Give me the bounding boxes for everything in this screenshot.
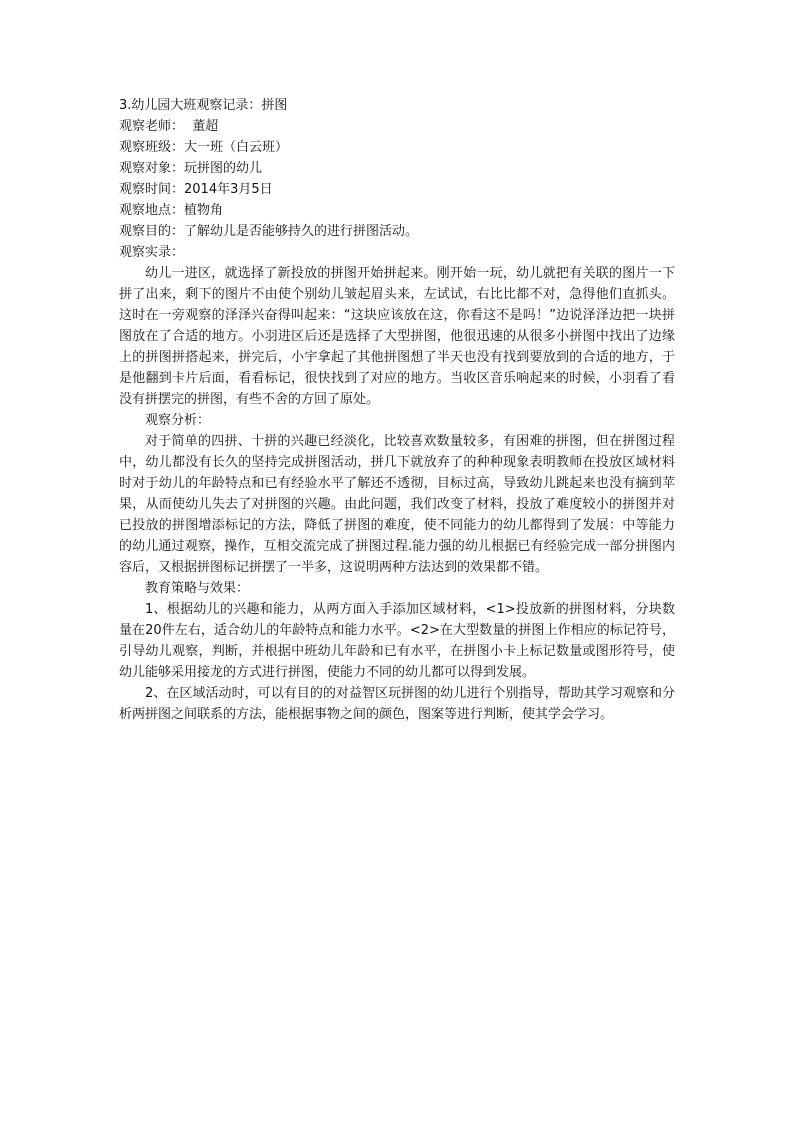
field-label: 观察班级：	[119, 140, 185, 155]
document-title: 3.幼儿园大班观察记录：拼图	[119, 98, 288, 113]
strategy-heading: 教育策略与效果：	[145, 581, 250, 596]
field-location	[119, 200, 675, 221]
analysis-paragraph: 对于简单的四拼、十拼的兴趣已经淡化，比较喜欢数量较多，有困难的拼图，但在拼图过程中，幼儿都没有长久的坚持完成拼图活动，拼几下就放弃了的种种现象表明教师在投放区域材料时对于幼儿的年龄特点和已有经验水平了解还不透彻，目标过高，导致幼儿跳起来也没有摘到苹果，从而使幼儿失去了对拼图的兴趣。由此问题，我们改变了材料，投放了难度较小的拼图并对已投放的拼图增添标记的方法，降低了拼图的难度，使不同能力的幼儿都得到了发展：中等能力的幼儿通过观察，操作，互相交流完成了拼图过程.能力强的幼儿根据已有经验完成一部分拼图内容后，又根据拼图标记拼摆了一半多，这说明两种方法达到的效果都不错。	[119, 434, 675, 575]
field-value: 植物角	[184, 203, 224, 218]
field-class	[119, 137, 675, 158]
field-value: 大一班（白云班）	[184, 140, 289, 155]
field-label: 观察时间：	[119, 182, 185, 197]
strategy-item-2: 2、在区域活动时，可以有目的的对益智区玩拼图的幼儿进行个别指导，帮助其学习观察和分析两拼图之间联系的方法，能根据事物之间的颜色，图案等进行判断，使其学会学习。	[119, 686, 675, 722]
field-value: 玩拼图的幼儿	[184, 161, 263, 176]
field-teacher	[119, 116, 675, 137]
field-subject	[119, 158, 675, 179]
field-label: 观察老师：	[119, 119, 185, 134]
field-label: 观察对象：	[119, 161, 185, 176]
document-body	[119, 95, 675, 725]
field-value: 了解幼儿是否能够持久的进行拼图活动。	[184, 224, 419, 239]
field-purpose	[119, 221, 675, 242]
analysis-heading: 观察分析：	[145, 413, 211, 428]
record-paragraph: 幼儿一进区，就选择了新投放的拼图开始拼起来。刚开始一玩，幼儿就把有关联的图片一下拼了出来，剩下的图片不由使个别幼儿皱起眉头来，左试试，右比比都不对，急得他们直抓头。这时在一旁观察的泽泽兴奋得叫起来：“这块应该放在这，你看这不是吗！”边说泽泽边把一块拼图放在了合适的地方。小羽进区后还是选择了大型拼图，他很迅速的从很多小拼图中找出了边缘上的拼图拼搭起来，拼完后，小宇拿起了其他拼图想了半天也没有找到要放到的合适的地方，于是他翻到卡片后面，看看标记，很快找到了对应的地方。当收区音乐响起来的时候，小羽看了看没有拼摆完的拼图，有些不舍的方回了原处。	[119, 266, 675, 407]
field-time	[119, 179, 675, 200]
strategy-item-1: 1、根据幼儿的兴趣和能力，从两方面入手添加区域材料，<1>投放新的拼图材料，分块数量在20件左右，适合幼儿的年龄特点和能力水平。<2>在大型数量的拼图上作相应的标记符号，引导幼儿观察，判断，并根据中班幼儿年龄和已有水平，在拼图小卡上标记数量或图形符号，使幼儿能够采用接龙的方式进行拼图，使能力不同的幼儿都可以得到发展。	[119, 602, 675, 680]
field-value: 董超	[184, 119, 219, 134]
record-heading: 观察实录：	[119, 245, 185, 260]
field-value: 2014年3月5日	[184, 182, 273, 197]
field-label: 观察目的：	[119, 224, 185, 239]
field-label: 观察地点：	[119, 203, 185, 218]
